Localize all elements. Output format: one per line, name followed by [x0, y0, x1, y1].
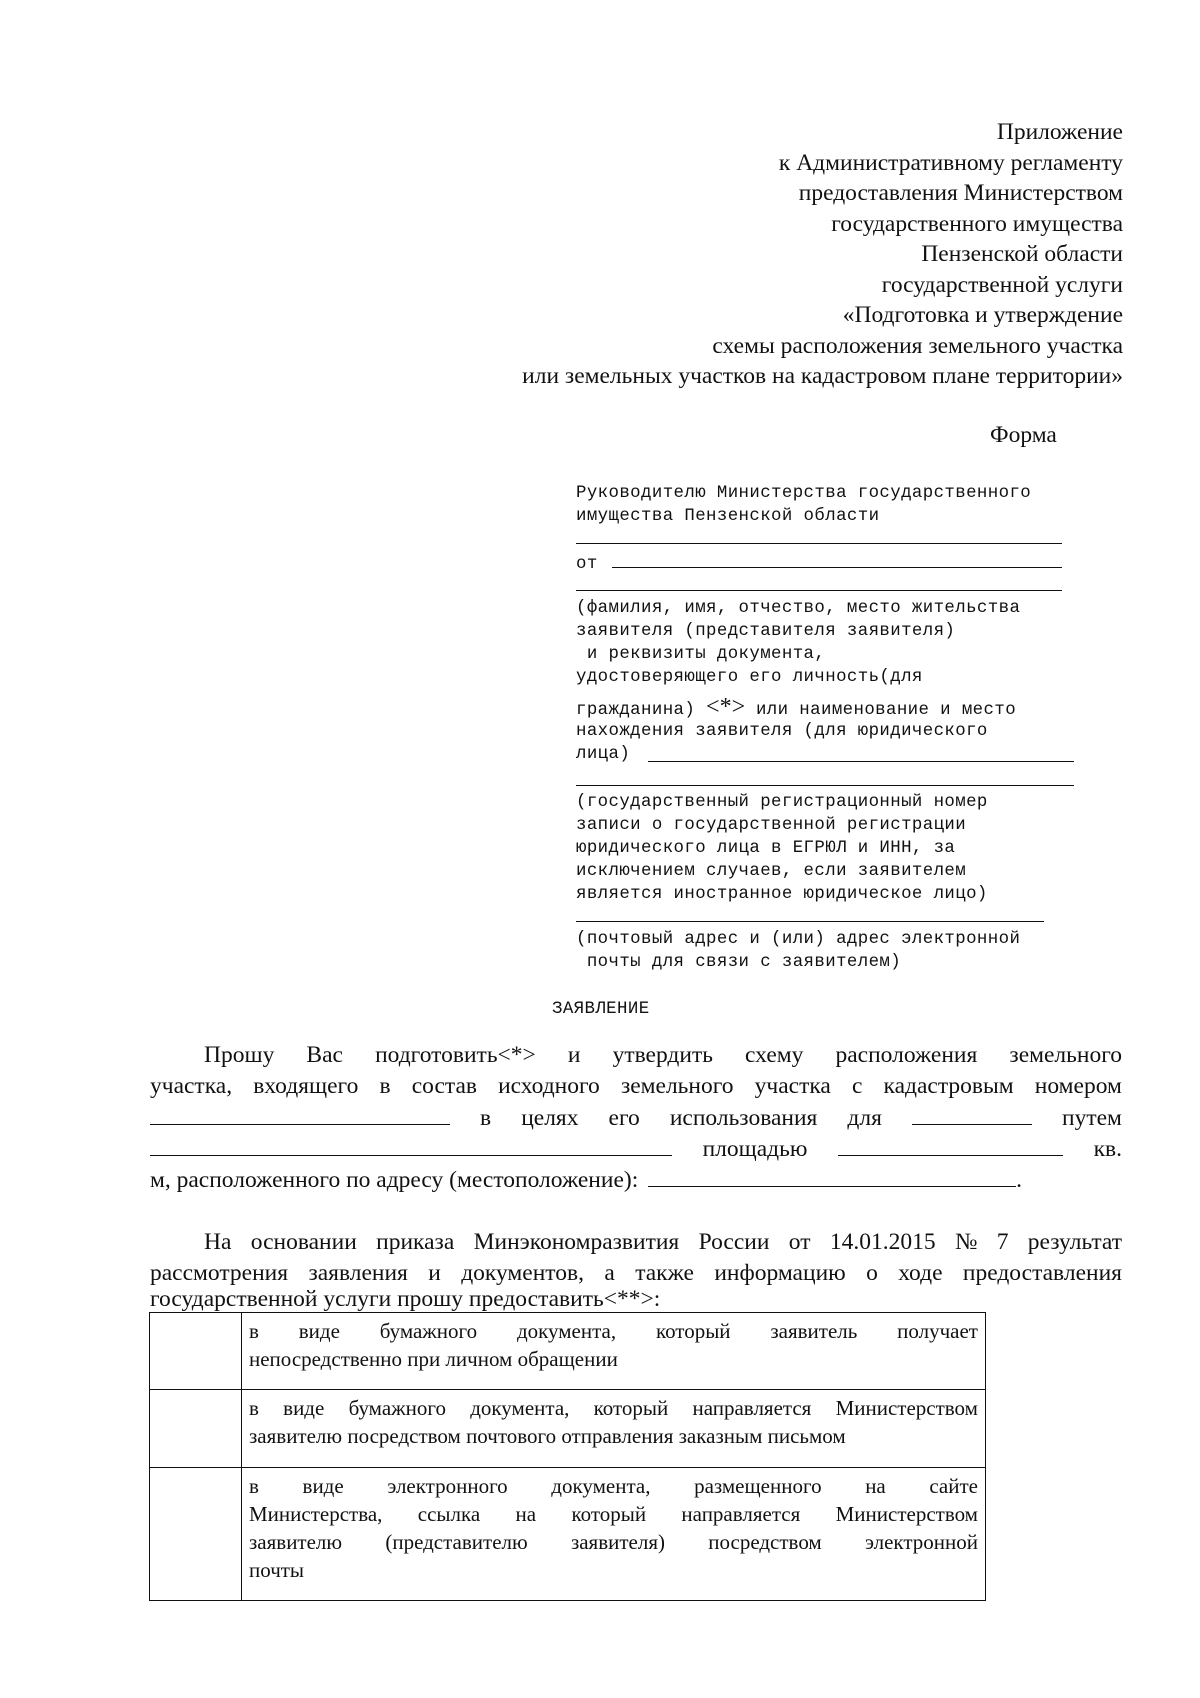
basis-line-3: государственной услуги прошу предоставить<**>: — [150, 1286, 661, 1312]
addressee-line: Руководителю Министерства государственного — [576, 484, 1032, 503]
option-checkbox-cell[interactable] — [150, 1468, 242, 1601]
header-line: государственной услуги — [881, 271, 1123, 298]
registration-hint-line: юридического лица в ЕГРЮЛ и ИНН, за — [576, 839, 956, 858]
registration-hint-line: является иностранное юридическое лицо) — [576, 885, 988, 904]
header-line: схемы расположения земельного участка — [712, 332, 1123, 359]
blank-line — [648, 761, 1074, 762]
header-line: Приложение — [996, 119, 1123, 145]
contact-hint-line: (почтовый адрес и (или) адрес электронной — [576, 930, 1021, 949]
registration-hint-line: (государственный регистрационный номер — [576, 793, 988, 812]
purpose-blank — [912, 1102, 1032, 1125]
header-line: Пензенской области — [921, 241, 1123, 267]
method-blank — [150, 1133, 672, 1156]
basis-line-2: рассмотрения заявления и документов, а также информацию о ходе предоставления — [150, 1260, 1122, 1286]
blank-line — [576, 921, 1044, 922]
request-line-5: м, расположенного по адресу (местоположение): . — [150, 1164, 1122, 1195]
contact-hint-line: почты для связи с заявителем) — [576, 953, 902, 972]
header-line: или земельных участков на кадастровом плане территории» — [522, 363, 1123, 389]
addressee-line: имущества Пензенской области — [576, 507, 880, 526]
basis-line-1: На основании приказа Минэкономразвития России от 14.01.2015 № 7 результат — [204, 1229, 1122, 1255]
registration-hint-line: исключением случаев, если заявителем — [576, 862, 967, 881]
applicant-hint-line: (фамилия, имя, отчество, место жительства — [576, 599, 1021, 618]
applicant-hint-line: удостоверяющего его личность(для — [576, 668, 923, 687]
table-row — [150, 1313, 986, 1390]
address-blank — [648, 1164, 1016, 1187]
applicant-hint-text: или наименование и место — [745, 701, 1017, 720]
applicant-hint-line: лица) — [576, 745, 631, 764]
option-text: в виде бумажного документа, который заявитель получает непосредственно при личном обращении — [242, 1313, 986, 1390]
document-title: ЗАЯВЛЕНИЕ — [552, 1000, 650, 1019]
appendix-header — [300, 117, 1123, 392]
applicant-hint-line: заявителя (представителя заявителя) — [576, 622, 956, 641]
blank-line — [576, 590, 1062, 591]
request-line-2: участка, входящего в состав исходного земельного участка с кадастровым номером — [150, 1073, 1122, 1099]
applicant-hint-line: нахождения заявителя (для юридического — [576, 722, 988, 741]
header-line: к Административному регламенту — [778, 149, 1123, 176]
table-row — [150, 1390, 986, 1468]
blank-line — [576, 543, 1062, 544]
form-label: Форма — [990, 422, 1057, 448]
applicant-hint-line: и реквизиты документа, — [576, 645, 826, 664]
option-checkbox-cell[interactable] — [150, 1390, 242, 1468]
option-checkbox-cell[interactable] — [150, 1313, 242, 1390]
header-line: предоставления Министерством — [798, 180, 1123, 206]
cadastral-number-blank — [150, 1102, 450, 1125]
from-label: от — [576, 555, 598, 574]
request-line-4: площадью кв. — [150, 1133, 1122, 1164]
request-line-1: Прошу Вас подготовить<*> и утвердить схему расположения земельного — [204, 1042, 1122, 1068]
header-line: «Подготовка и утверждение — [842, 302, 1123, 328]
area-blank — [838, 1133, 1063, 1156]
table-row — [150, 1468, 986, 1601]
option-text: в виде электронного документа, размещенного на сайте Министерства, ссылка на который направляется Министерством заявителю (представителю заявителя) посредством электронной почты — [242, 1468, 986, 1601]
registration-hint-line: записи о государственной регистрации — [576, 816, 967, 835]
applicant-hint-text: гражданина) — [576, 701, 696, 720]
delivery-options-table — [149, 1312, 986, 1601]
option-text: в виде бумажного документа, который направляется Министерством заявителю посредством почтового отправления заказным письмом — [242, 1390, 986, 1468]
header-line: государственного имущества — [831, 210, 1123, 237]
footnote-mark: <*> — [706, 694, 746, 720]
blank-line — [576, 785, 1074, 786]
applicant-hint-line — [576, 696, 1016, 722]
request-line-3: в целях его использования для путем — [150, 1102, 1122, 1133]
from-blank — [612, 567, 1062, 568]
